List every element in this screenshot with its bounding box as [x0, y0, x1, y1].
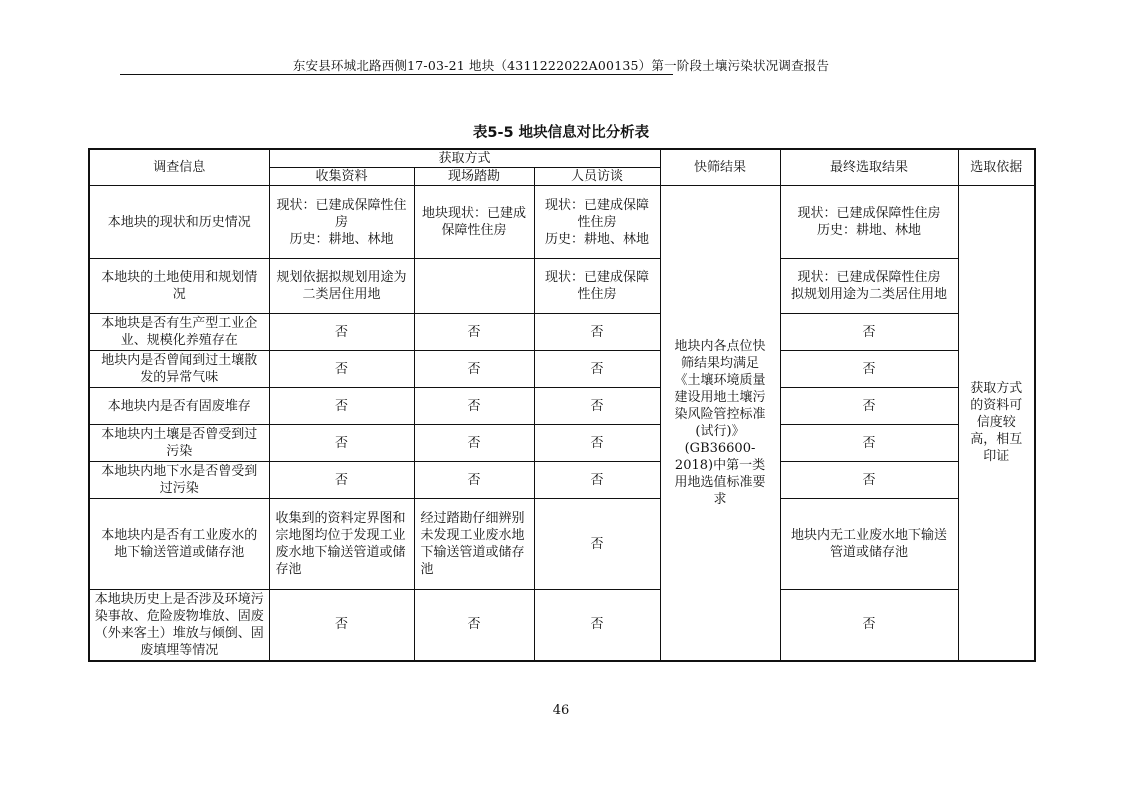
row-final-result: 否	[780, 462, 958, 499]
row-survey-info: 本地块内是否有固废堆存	[89, 388, 269, 425]
row-collect-data: 否	[269, 314, 414, 351]
row-interview: 否	[534, 351, 660, 388]
row-survey-info: 本地块内是否有工业废水的地下输送管道或储存池	[89, 499, 269, 590]
header-screening-result: 快筛结果	[660, 149, 780, 186]
row-final-result: 否	[780, 351, 958, 388]
header-final-result: 最终选取结果	[780, 149, 958, 186]
row-site-survey	[414, 259, 534, 314]
row-survey-info: 本地块的土地使用和规划情况	[89, 259, 269, 314]
table-row	[89, 351, 1035, 388]
row-final-result: 否	[780, 425, 958, 462]
row-survey-info: 本地块的现状和历史情况	[89, 186, 269, 259]
row-interview: 否	[534, 314, 660, 351]
header-acquisition-method: 获取方式	[269, 149, 660, 168]
row-collect-data: 否	[269, 425, 414, 462]
row-interview: 否	[534, 499, 660, 590]
row-final-result: 现状：已建成保障性住房 历史：耕地、林地	[780, 186, 958, 259]
page-number: 46	[552, 703, 570, 718]
row-collect-data: 否	[269, 388, 414, 425]
row-final-result: 否	[780, 590, 958, 661]
row-interview: 否	[534, 590, 660, 661]
row-interview: 现状：已建成保障性住房 历史：耕地、林地	[534, 186, 660, 259]
table-row	[89, 425, 1035, 462]
header-site-survey: 现场踏勘	[414, 168, 534, 186]
row-interview: 否	[534, 462, 660, 499]
row-survey-info: 本地块内地下水是否曾受到过污染	[89, 462, 269, 499]
table-row	[89, 462, 1035, 499]
row-survey-info: 本地块内土壤是否曾受到过污染	[89, 425, 269, 462]
table-row	[89, 314, 1035, 351]
row-site-survey: 否	[414, 590, 534, 661]
row-final-result: 地块内无工业废水地下输送管道或储存池	[780, 499, 958, 590]
row-interview: 否	[534, 388, 660, 425]
row-site-survey: 否	[414, 425, 534, 462]
header-interview: 人员访谈	[534, 168, 660, 186]
table-row	[89, 388, 1035, 425]
row-final-result: 否	[780, 314, 958, 351]
table-title: 表5-5 地块信息对比分析表	[472, 125, 650, 141]
row-collect-data: 收集到的资料定界图和宗地图均位于发现工业废水地下输送管道或储存池	[269, 499, 414, 590]
row-interview: 现状：已建成保障性住房	[534, 259, 660, 314]
row-site-survey: 经过踏勘仔细辨别未发现工业废水地下输送管道或储存池	[414, 499, 534, 590]
row-site-survey: 否	[414, 314, 534, 351]
row-collect-data: 否	[269, 462, 414, 499]
row-site-survey: 地块现状：已建成保障性住房	[414, 186, 534, 259]
table-row	[89, 590, 1035, 661]
screening-result-cell: 地块内各点位快筛结果均满足《土壤环境质量建设用地土壤污染风险管控标准(试行)》(GB36600-2018)中第一类用地选值标准要求	[660, 186, 780, 661]
row-final-result: 现状：已建成保障性住房 拟规划用途为二类居住用地	[780, 259, 958, 314]
header-survey-info: 调查信息	[89, 149, 269, 186]
header-collect-data: 收集资料	[269, 168, 414, 186]
page-header: 东安县环城北路西侧17-03-21 地块（4311222022A00135）第一阶段土壤污染状况调查报告	[292, 58, 830, 73]
row-collect-data: 现状：已建成保障性住房 历史：耕地、林地	[269, 186, 414, 259]
row-collect-data: 规划依据拟规划用途为二类居住用地	[269, 259, 414, 314]
header-divider	[120, 74, 673, 75]
row-final-result: 否	[780, 388, 958, 425]
basis-cell: 获取方式的资料可信度较高，相互印证	[958, 186, 1035, 661]
table-row	[89, 186, 1035, 259]
row-collect-data: 否	[269, 590, 414, 661]
row-site-survey: 否	[414, 462, 534, 499]
row-survey-info: 本地块历史上是否涉及环境污染事故、危险废物堆放、固废（外来客土）堆放与倾倒、固废填埋等情况	[89, 590, 269, 661]
table-row	[89, 259, 1035, 314]
site-info-comparison-table	[88, 148, 1036, 662]
table-row	[89, 499, 1035, 590]
row-survey-info: 地块内是否曾闻到过土壤散发的异常气味	[89, 351, 269, 388]
row-interview: 否	[534, 425, 660, 462]
row-site-survey: 否	[414, 351, 534, 388]
row-collect-data: 否	[269, 351, 414, 388]
header-basis: 选取依据	[958, 149, 1035, 186]
row-site-survey: 否	[414, 388, 534, 425]
row-survey-info: 本地块是否有生产型工业企业、规模化养殖存在	[89, 314, 269, 351]
